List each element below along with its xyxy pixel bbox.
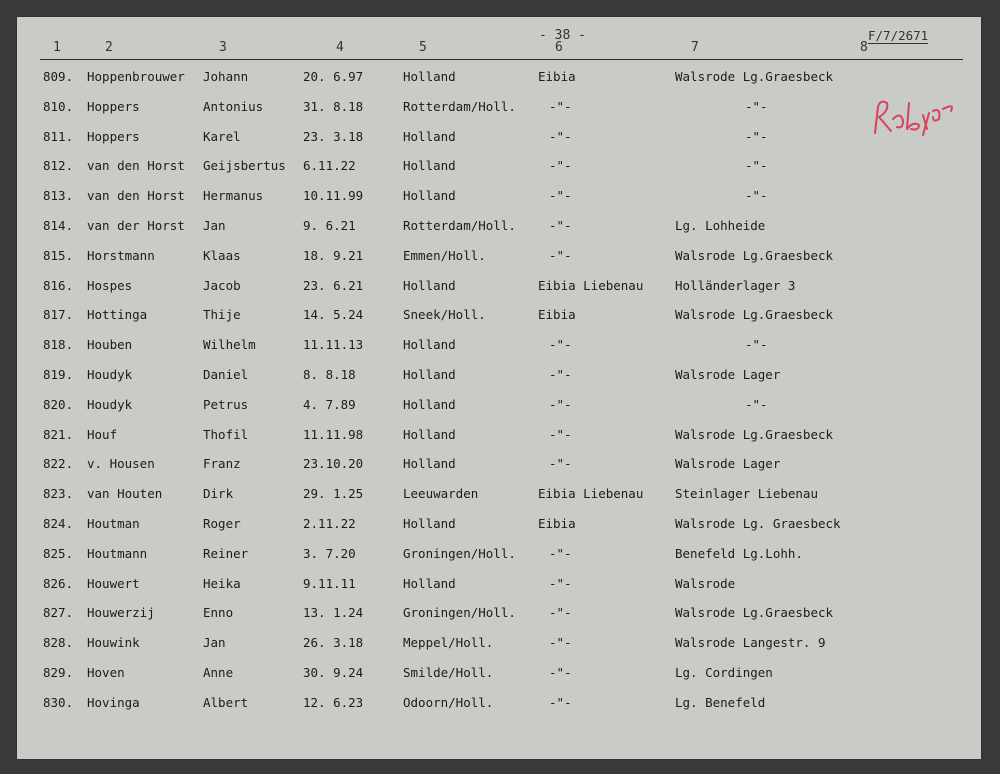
column-header-4: 4 [336, 40, 344, 55]
table-row [17, 635, 981, 655]
birth-date: 31. 8.18 [303, 98, 364, 114]
employer-camp: -"- [549, 367, 572, 382]
surname: van der Horst [87, 218, 185, 233]
surname: Houwerzij [87, 605, 155, 621]
employer-camp: -"- [549, 456, 572, 472]
entry-number: 828. [43, 635, 74, 651]
birth-date: 10.11.99 [303, 188, 364, 204]
destination: -"- [745, 128, 768, 144]
surname: van Houten [87, 486, 163, 502]
table-row [17, 218, 981, 238]
table-row [17, 516, 981, 536]
surname: Houtman [87, 516, 140, 531]
origin: Holland [403, 426, 456, 442]
origin: Holland [403, 456, 456, 472]
origin: Groningen/Holl. [403, 605, 516, 621]
destination: Steinlager Liebenau [675, 486, 818, 502]
surname: Houben [87, 337, 133, 353]
table-row [17, 456, 981, 476]
surname: Houdyk [87, 367, 133, 382]
entry-number: 821. [43, 426, 74, 442]
destination: Walsrode Lg.Graesbeck [675, 605, 834, 621]
destination: Walsrode Lg.Graesbeck [675, 247, 834, 263]
surname: Hoppers [87, 98, 140, 114]
birth-date: 11.11.98 [303, 426, 364, 442]
entry-number: 815. [43, 247, 74, 263]
surname: Houdyk [87, 396, 133, 412]
destination: Walsrode Lg.Graesbeck [675, 307, 834, 323]
employer-camp: -"- [549, 426, 572, 442]
first-name: Albert [203, 694, 249, 710]
origin: Holland [403, 277, 456, 293]
column-header-3: 3 [219, 40, 227, 55]
first-name: Daniel [203, 367, 249, 382]
page-number: - 38 - [539, 28, 586, 43]
surname: Hoppenbrouwer [87, 69, 185, 84]
table-row [17, 546, 981, 566]
origin: Holland [403, 188, 456, 204]
first-name: Karel [203, 128, 241, 144]
surname: Houf [87, 426, 118, 442]
column-header-1: 1 [53, 40, 61, 55]
first-name: Jan [203, 218, 226, 233]
destination: -"- [745, 396, 768, 412]
column-header-2: 2 [105, 40, 113, 55]
employer-camp: -"- [549, 98, 572, 114]
employer-camp: -"- [549, 158, 572, 174]
employer-camp: -"- [549, 545, 572, 561]
first-name: Heika [203, 575, 241, 591]
column-header-7: 7 [691, 40, 699, 55]
entry-number: 820. [43, 396, 74, 412]
entry-number: 813. [43, 188, 74, 204]
first-name: Reiner [203, 545, 249, 561]
origin: Holland [403, 396, 456, 412]
employer-camp: -"- [549, 605, 572, 621]
employer-camp: Eibia Liebenau [538, 486, 644, 502]
first-name: Thije [203, 307, 241, 323]
origin: Smilde/Holl. [403, 665, 494, 680]
surname: Hoppers [87, 128, 140, 144]
birth-date: 30. 9.24 [303, 665, 364, 680]
employer-camp: -"- [549, 218, 572, 233]
birth-date: 8. 8.18 [303, 367, 356, 382]
document-sheet [17, 17, 981, 759]
employer-camp: Eibia [538, 516, 576, 531]
surname: Hottinga [87, 307, 148, 323]
table-row [17, 278, 981, 298]
destination: -"- [745, 337, 768, 353]
birth-date: 20. 6.97 [303, 69, 364, 84]
table-row [17, 158, 981, 178]
destination: Walsrode Lg. Graesbeck [675, 516, 841, 531]
first-name: Antonius [203, 98, 264, 114]
table-row [17, 605, 981, 625]
origin: Meppel/Holl. [403, 635, 494, 651]
birth-date: 23. 3.18 [303, 128, 364, 144]
origin: Rotterdam/Holl. [403, 98, 516, 114]
entry-number: 819. [43, 367, 74, 382]
destination: Walsrode Lg.Graesbeck [675, 69, 834, 84]
origin: Leeuwarden [403, 486, 479, 502]
column-header-8: 8 [860, 40, 868, 55]
birth-date: 2.11.22 [303, 516, 356, 531]
entry-number: 812. [43, 158, 74, 174]
origin: Sneek/Holl. [403, 307, 486, 323]
destination: Walsrode Langestr. 9 [675, 635, 826, 651]
destination: Walsrode Lager [675, 367, 781, 382]
table-row [17, 397, 981, 417]
table-row [17, 99, 981, 119]
first-name: Wilhelm [203, 337, 256, 353]
table-row [17, 129, 981, 149]
surname: Houtmann [87, 545, 148, 561]
surname: van den Horst [87, 188, 185, 204]
entry-number: 817. [43, 307, 74, 323]
destination: Lg. Cordingen [675, 665, 773, 680]
employer-camp: -"- [549, 247, 572, 263]
entry-number: 827. [43, 605, 74, 621]
surname: Hospes [87, 277, 133, 293]
entry-number: 823. [43, 486, 74, 502]
entry-number: 830. [43, 694, 74, 710]
column-header-5: 5 [419, 40, 427, 55]
birth-date: 4. 7.89 [303, 396, 356, 412]
origin: Odoorn/Holl. [403, 694, 494, 710]
first-name: Petrus [203, 396, 249, 412]
birth-date: 9.11.11 [303, 575, 356, 591]
first-name: Klaas [203, 247, 241, 263]
surname: Hovinga [87, 694, 140, 710]
column-header-6: 6 [555, 40, 563, 55]
origin: Holland [403, 337, 456, 353]
destination: Benefeld Lg.Lohh. [675, 545, 803, 561]
entry-number: 822. [43, 456, 74, 472]
birth-date: 13. 1.24 [303, 605, 364, 621]
first-name: Enno [203, 605, 234, 621]
employer-camp: -"- [549, 128, 572, 144]
employer-camp: Eibia [538, 307, 576, 323]
entry-number: 825. [43, 545, 74, 561]
employer-camp: -"- [549, 575, 572, 591]
employer-camp: -"- [549, 694, 572, 710]
destination: Lg. Lohheide [675, 218, 766, 233]
birth-date: 18. 9.21 [303, 247, 364, 263]
first-name: Geijsbertus [203, 158, 286, 174]
destination: Walsrode Lager [675, 456, 781, 472]
entry-number: 816. [43, 277, 74, 293]
table-row [17, 367, 981, 387]
employer-camp: Eibia Liebenau [538, 277, 644, 293]
table-row [17, 427, 981, 447]
origin: Holland [403, 367, 456, 382]
entry-number: 826. [43, 575, 74, 591]
table-row [17, 665, 981, 685]
employer-camp: -"- [549, 635, 572, 651]
table-row [17, 248, 981, 268]
origin: Emmen/Holl. [403, 247, 486, 263]
origin: Rotterdam/Holl. [403, 218, 516, 233]
birth-date: 23. 6.21 [303, 277, 364, 293]
first-name: Dirk [203, 486, 234, 502]
entry-number: 814. [43, 218, 74, 233]
destination: -"- [745, 188, 768, 204]
reference-number: F/7/2671 [868, 28, 929, 43]
table-row [17, 337, 981, 357]
employer-camp: -"- [549, 188, 572, 204]
employer-camp: -"- [549, 337, 572, 353]
destination: Lg. Benefeld [675, 694, 766, 710]
origin: Groningen/Holl. [403, 545, 516, 561]
first-name: Thofil [203, 426, 249, 442]
origin: Holland [403, 575, 456, 591]
surname: Houwink [87, 635, 140, 651]
employer-camp: -"- [549, 665, 572, 680]
origin: Holland [403, 128, 456, 144]
entry-number: 811. [43, 128, 74, 144]
first-name: Anne [203, 665, 234, 680]
destination: Holländerlager 3 [675, 277, 796, 293]
birth-date: 11.11.13 [303, 337, 364, 353]
entry-number: 809. [43, 69, 74, 84]
entry-number: 824. [43, 516, 74, 531]
entry-number: 810. [43, 98, 74, 114]
surname: van den Horst [87, 158, 185, 174]
destination: Walsrode Lg.Graesbeck [675, 426, 834, 442]
birth-date: 29. 1.25 [303, 486, 364, 502]
origin: Holland [403, 158, 456, 174]
first-name: Jan [203, 635, 226, 651]
destination: Walsrode [675, 575, 736, 591]
first-name: Roger [203, 516, 241, 531]
birth-date: 9. 6.21 [303, 218, 356, 233]
first-name: Johann [203, 69, 249, 84]
birth-date: 14. 5.24 [303, 307, 364, 323]
birth-date: 23.10.20 [303, 456, 364, 472]
table-row [17, 486, 981, 506]
birth-date: 6.11.22 [303, 158, 356, 174]
entry-number: 829. [43, 665, 74, 680]
table-row [17, 307, 981, 327]
destination: -"- [745, 158, 768, 174]
table-row [17, 695, 981, 715]
first-name: Franz [203, 456, 241, 472]
origin: Holland [403, 516, 456, 531]
table-row [17, 69, 981, 89]
surname: Houwert [87, 575, 140, 591]
destination: -"- [745, 98, 768, 114]
table-row [17, 576, 981, 596]
birth-date: 3. 7.20 [303, 545, 356, 561]
birth-date: 26. 3.18 [303, 635, 364, 651]
surname: Hoven [87, 665, 125, 680]
origin: Holland [403, 69, 456, 84]
first-name: Jacob [203, 277, 241, 293]
entry-number: 818. [43, 337, 74, 353]
employer-camp: -"- [549, 396, 572, 412]
header-rule [40, 59, 963, 60]
table-row [17, 188, 981, 208]
employer-camp: Eibia [538, 69, 576, 84]
surname: v. Housen [87, 456, 155, 472]
first-name: Hermanus [203, 188, 264, 204]
birth-date: 12. 6.23 [303, 694, 364, 710]
surname: Horstmann [87, 247, 155, 263]
